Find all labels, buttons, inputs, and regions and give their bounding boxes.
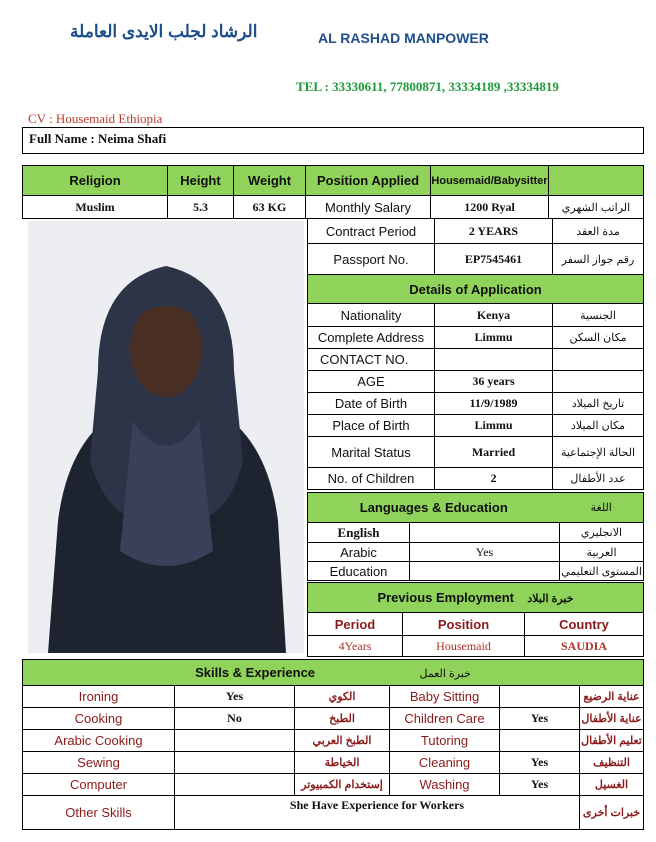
passport-label: Passport No. [308, 244, 435, 275]
arabic-value: Yes [410, 543, 560, 562]
skill-cleaning-ar: التنظيف [580, 752, 644, 774]
children-value: 2 [435, 468, 553, 490]
skill-washing-value: Yes [500, 774, 580, 796]
monthly-salary-value: 1200 Ryal [431, 196, 549, 219]
skill-arabic-cooking-ar: الطبخ العربي [295, 730, 390, 752]
skill-cooking: Cooking [23, 708, 175, 730]
religion-value: Muslim [23, 196, 168, 219]
skill-cooking-ar: الطبخ [295, 708, 390, 730]
skill-baby-sitting-value [500, 686, 580, 708]
english-value [410, 523, 560, 543]
height-label: Height [168, 166, 234, 196]
languages-table [307, 492, 644, 581]
skill-baby-sitting-ar: عناية الرضيع [580, 686, 644, 708]
nationality-value: Kenya [435, 304, 553, 327]
skill-sewing-value [175, 752, 295, 774]
skill-tutoring-value [500, 730, 580, 752]
skills-header-ar: خبرة العمل [419, 667, 471, 680]
contact-label: CONTACT NO. [308, 349, 435, 371]
age-label: AGE [308, 371, 435, 393]
country-value: SAUDIA [525, 636, 644, 657]
skill-children-care: Children Care [390, 708, 500, 730]
nationality-label: Nationality [308, 304, 435, 327]
blank-cell [549, 166, 644, 196]
skill-arabic-cooking: Arabic Cooking [23, 730, 175, 752]
religion-label: Religion [23, 166, 168, 196]
employment-table [307, 582, 644, 657]
age-value: 36 years [435, 371, 553, 393]
monthly-salary-ar: الراتب الشهري [549, 196, 644, 219]
contact-ar [553, 349, 644, 371]
skill-baby-sitting: Baby Sitting [390, 686, 500, 708]
children-label: No. of Children [308, 468, 435, 490]
skills-header-label: Skills & Experience [195, 664, 316, 680]
skill-cleaning: Cleaning [390, 752, 500, 774]
education-ar: المستوى التعليمي [560, 562, 644, 581]
education-value [410, 562, 560, 581]
skill-tutoring-ar: تعليم الأطفال [580, 730, 644, 752]
skill-ironing: Ironing [23, 686, 175, 708]
languages-header-ar: اللغة [560, 493, 644, 523]
height-value: 5.3 [168, 196, 234, 219]
skill-computer: Computer [23, 774, 175, 796]
pob-label: Place of Birth [308, 415, 435, 437]
skill-ironing-ar: الكوي [295, 686, 390, 708]
candidate-photo [28, 221, 304, 653]
skill-computer-ar: إستخدام الكمبيوتر [295, 774, 390, 796]
dob-ar: تاريخ الميلاد [553, 393, 644, 415]
position-value: Housemaid [403, 636, 525, 657]
english-label: English [308, 523, 410, 543]
contract-period-value: 2 YEARS [435, 219, 553, 244]
dob-value: 11/9/1989 [435, 393, 553, 415]
skill-arabic-cooking-value [175, 730, 295, 752]
skill-ironing-value: Yes [175, 686, 295, 708]
passport-value: EP7545461 [435, 244, 553, 275]
full-name-box [22, 127, 644, 154]
marital-value: Married [435, 437, 553, 468]
dob-label: Date of Birth [308, 393, 435, 415]
other-skills-value: She Have Experience for Workers [175, 796, 580, 830]
skill-cleaning-value: Yes [500, 752, 580, 774]
contract-period-ar: مدة العقد [553, 219, 644, 244]
pob-ar: مكان الميلاد [553, 415, 644, 437]
skills-table [22, 659, 644, 830]
age-ar [553, 371, 644, 393]
skill-washing-ar: الغسيل [580, 774, 644, 796]
top-table [22, 165, 644, 219]
contact-value [435, 349, 553, 371]
application-header: Details of Application [308, 275, 644, 304]
country-column: Country [525, 613, 644, 636]
address-label: Complete Address [308, 327, 435, 349]
passport-ar: رقم جواز السفر [553, 244, 644, 275]
position-label: Position Applied [306, 166, 431, 196]
skill-sewing-ar: الخياطة [295, 752, 390, 774]
monthly-salary-label: Monthly Salary [306, 196, 431, 219]
languages-header: Languages & Education [308, 493, 560, 523]
address-value: Limmu [435, 327, 553, 349]
position-column: Position [403, 613, 525, 636]
full-name: Full Name : Neima Shafi [29, 131, 167, 146]
cv-title: CV : Housemaid Ethiopia [28, 111, 163, 126]
telephone-numbers: TEL : 33330611, 77800871, 33334189 ,33334819 [296, 79, 559, 94]
employment-header [308, 583, 644, 613]
weight-value: 63 KG [234, 196, 306, 219]
address-ar: مكان السكن [553, 327, 644, 349]
skill-washing: Washing [390, 774, 500, 796]
marital-ar: الحالة الإجتماعية [553, 437, 644, 468]
pob-value: Limmu [435, 415, 553, 437]
employment-header-ar: خبرة البلاد [527, 592, 574, 605]
period-column: Period [308, 613, 403, 636]
skill-cooking-value: No [175, 708, 295, 730]
skill-sewing: Sewing [23, 752, 175, 774]
english-ar: الانجليزي [560, 523, 644, 543]
contract-period-label: Contract Period [308, 219, 435, 244]
arabic-company-name: الرشاد لجلب الايدى العاملة [70, 22, 258, 41]
arabic-label: Arabic [308, 543, 410, 562]
employment-header-label: Previous Employment [377, 589, 514, 605]
details-table [307, 218, 644, 490]
english-company-name: AL RASHAD MANPOWER [318, 30, 489, 46]
other-skills-label: Other Skills [23, 796, 175, 830]
children-ar: عدد الأطفال [553, 468, 644, 490]
skill-children-care-value: Yes [500, 708, 580, 730]
skills-header [23, 660, 644, 686]
nationality-ar: الجنسية [553, 304, 644, 327]
weight-label: Weight [234, 166, 306, 196]
position-value: Housemaid/Babysitter [431, 166, 549, 196]
skill-computer-value [175, 774, 295, 796]
period-value: 4Years [308, 636, 403, 657]
skill-tutoring: Tutoring [390, 730, 500, 752]
skill-children-care-ar: عناية الأطفال [580, 708, 644, 730]
other-skills-ar: خبرات أخرى [580, 796, 644, 830]
marital-label: Marital Status [308, 437, 435, 468]
arabic-ar: العربية [560, 543, 644, 562]
education-label: Education [308, 562, 410, 581]
